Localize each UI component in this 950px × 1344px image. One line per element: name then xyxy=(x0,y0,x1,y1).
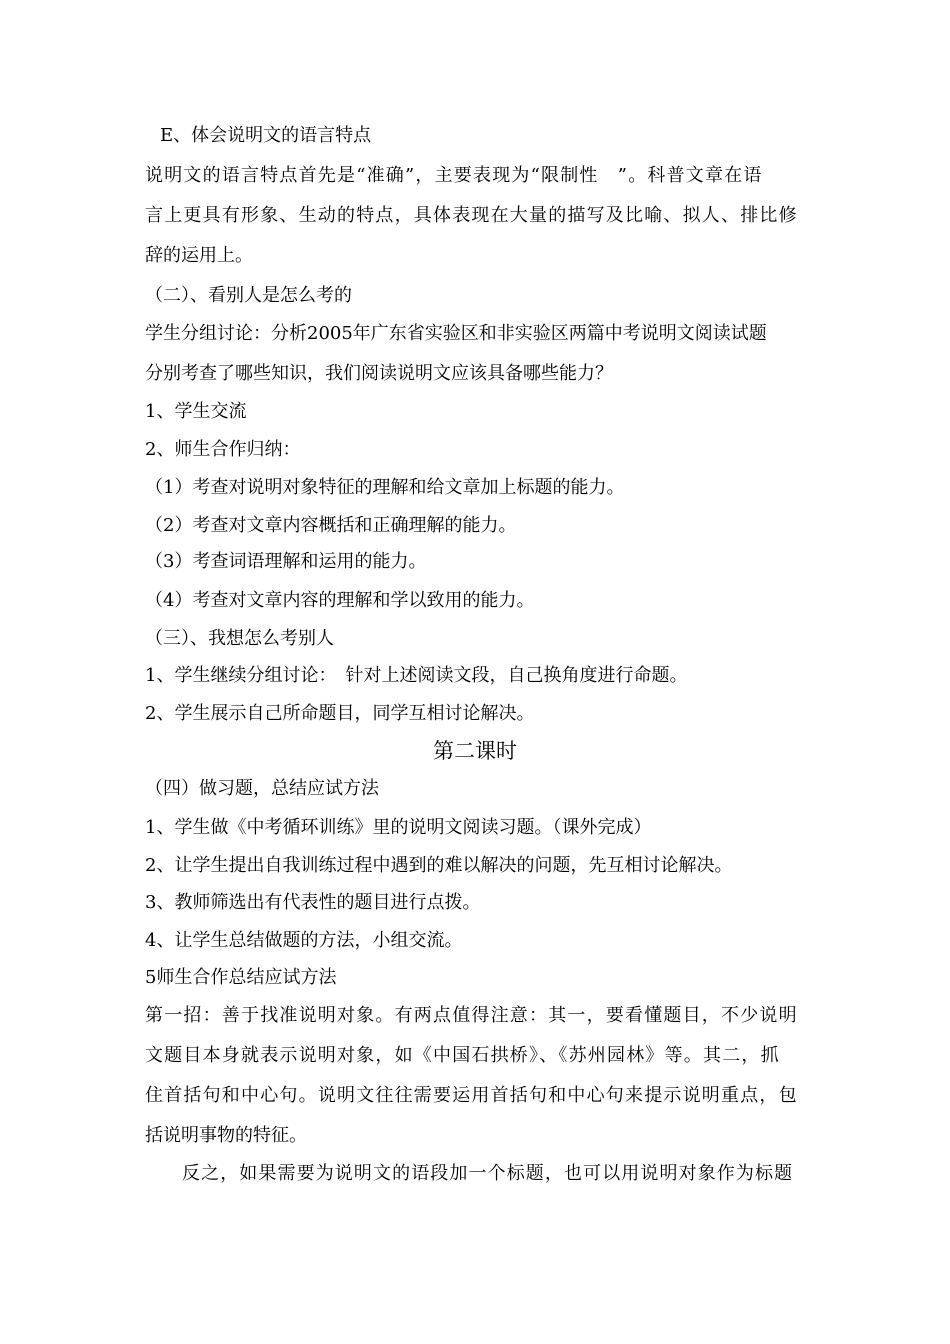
list-item: （3）考查词语理解和运用的能力。 xyxy=(145,551,427,572)
lesson-heading: 第二课时 xyxy=(433,739,517,763)
list-item: （4）考查对文章内容的理解和学以致用的能力。 xyxy=(145,590,535,611)
section-e-title: E、体会说明文的语言特点 xyxy=(160,125,372,146)
paragraph-line: 反之，如果需要为说明文的语段加一个标题，也可以用说明对象作为标题 xyxy=(182,1163,794,1184)
section-4-title: （四）做习题，总结应试方法 xyxy=(145,778,379,799)
paragraph-line: 文题目本身就表示说明对象，如《中国石拱桥》、《苏州园林》等。其二，抓 xyxy=(145,1045,780,1066)
list-item: 2、师生合作归纳： xyxy=(145,439,301,460)
paragraph-line: 言上更具有形象、生动的特点，具体表现在大量的描写及比喻、拟人、排比修 xyxy=(145,205,798,226)
section-3-title: （三）、我想怎么考别人 xyxy=(145,628,334,649)
list-item: （2）考查对文章内容概括和正确理解的能力。 xyxy=(145,515,517,536)
paragraph-line: 第一招：善于找准说明对象。有两点值得注意：其一，要看懂题目，不少说明 xyxy=(145,1005,798,1026)
list-item: （1）考查对说明对象特征的理解和给文章加上标题的能力。 xyxy=(145,477,625,498)
list-item: 2、让学生提出自我训练过程中遇到的难以解决的问题，先互相讨论解决。 xyxy=(145,855,733,876)
paragraph-line: 分别考查了哪些知识，我们阅读说明文应该具备哪些能力？ xyxy=(145,363,613,384)
paragraph-line: 辞的运用上。 xyxy=(145,245,253,266)
list-item: 1、学生交流 xyxy=(145,401,247,422)
list-item: 5师生合作总结应试方法 xyxy=(145,967,337,988)
list-item: 1、学生做《中考循环训练》里的说明文阅读习题。（课外完成） xyxy=(145,817,652,838)
list-item: 2、学生展示自己所命题目，同学互相讨论解决。 xyxy=(145,703,535,724)
list-item: 3、教师筛选出有代表性的题目进行点拨。 xyxy=(145,892,481,913)
paragraph-line: 住首括句和中心句。说明文往往需要运用首括句和中心句来提示说明重点，包 xyxy=(145,1085,798,1106)
paragraph-line: 学生分组讨论：分析2005年广东省实验区和非实验区两篇中考说明文阅读试题 xyxy=(145,323,767,344)
list-item: 1、学生继续分组讨论： 针对上述阅读文段，自己换角度进行命题。 xyxy=(145,665,688,686)
paragraph-line: 说明文的语言特点首先是“准确”，主要表现为“限制性 ”。科普文章在语 xyxy=(145,165,763,186)
list-item: 4、让学生总结做题的方法，小组交流。 xyxy=(145,930,463,951)
paragraph-line: 括说明事物的特征。 xyxy=(145,1125,307,1146)
section-2-title: （二）、看别人是怎么考的 xyxy=(145,285,352,306)
